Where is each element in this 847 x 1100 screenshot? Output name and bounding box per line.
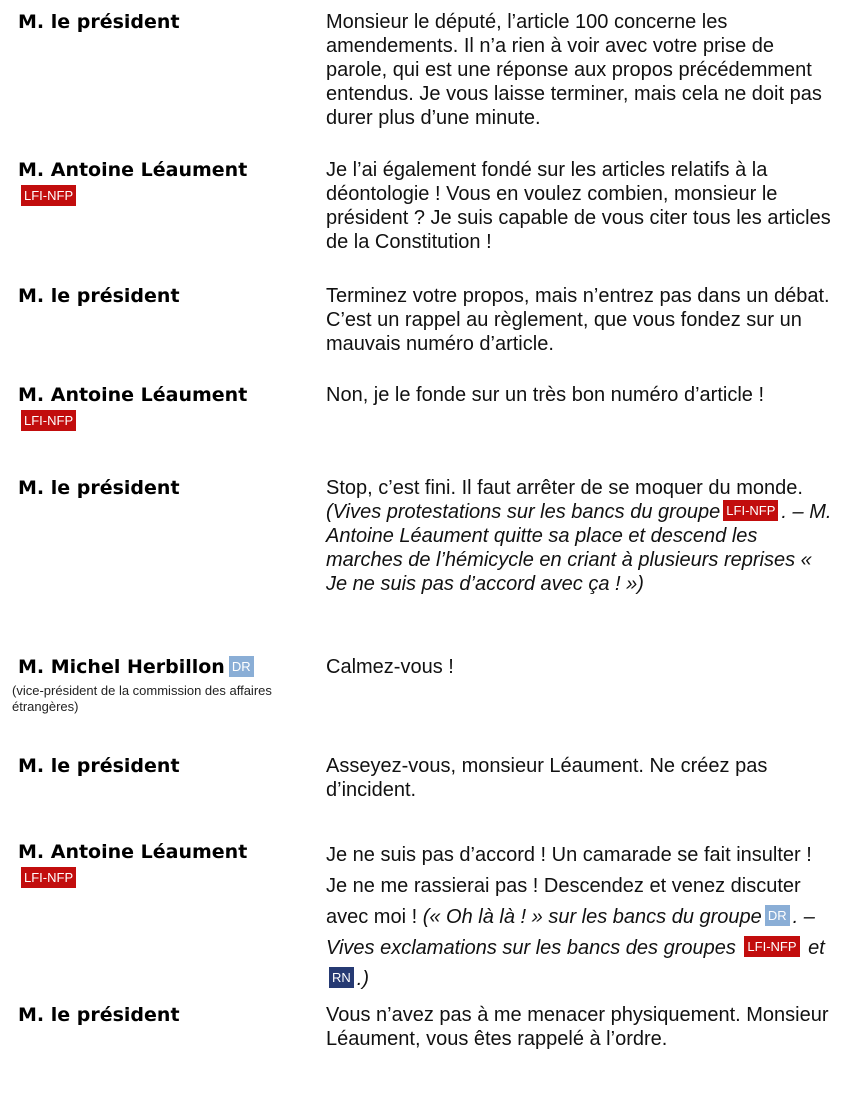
speaker — [18, 10, 308, 34]
speech-text: Je l’ai également fondé sur les articles relatifs à la déontologie ! Vous en voulez combien, monsieur le président ? Je suis capable de vous citer tous les articles de la Constitution ! — [326, 159, 831, 253]
speaker-name[interactable]: M. Antoine Léaument — [18, 159, 248, 181]
speech-text — [326, 476, 836, 596]
stage-direction: (Vives protestations sur les bancs du groupe — [326, 501, 721, 523]
speech-sentence: Stop, c’est fini. Il faut arrêter de se moquer du monde. — [326, 477, 803, 499]
speaker — [18, 383, 308, 431]
speech-text — [326, 840, 836, 995]
speaker-name[interactable]: M. le président — [18, 285, 180, 307]
speaker-name[interactable]: M. le président — [18, 11, 180, 33]
speaker — [18, 476, 308, 500]
party-badge-rn[interactable]: RN — [329, 967, 354, 988]
speaker — [18, 840, 308, 888]
stage-direction: (« Oh là là ! » sur les bancs du groupe — [422, 906, 762, 928]
stage-direction: et — [808, 937, 825, 959]
speaker — [18, 284, 308, 308]
speech-sentence: Je ne suis pas d’accord ! Un camarade se fait insulter ! Je ne me rassierai pas ! Descendez et venez discuter avec moi ! — [326, 844, 812, 928]
speaker — [18, 1003, 308, 1027]
party-badge-lfi-nfp[interactable]: LFI-NFP — [723, 500, 778, 521]
speaker-name[interactable]: M. le président — [18, 755, 180, 777]
speaker-role: (vice-président de la commission des affaires étrangères) — [12, 683, 272, 715]
speech-text: Asseyez-vous, monsieur Léaument. Ne créez pas d’incident. — [326, 755, 768, 801]
party-badge-lfi-nfp[interactable]: LFI-NFP — [21, 185, 76, 206]
speaker-name[interactable]: M. Michel Herbillon — [18, 656, 225, 678]
stage-direction: . – Vives exclamations sur les bancs des groupes — [326, 906, 815, 959]
speaker-name[interactable]: M. le président — [18, 1004, 180, 1026]
party-badge-dr[interactable]: DR — [229, 656, 254, 677]
party-badge-dr[interactable]: DR — [765, 905, 790, 926]
speaker — [18, 158, 308, 206]
speaker — [18, 754, 308, 778]
party-badge-lfi-nfp[interactable]: LFI-NFP — [21, 867, 76, 888]
speaker-name[interactable]: M. le président — [18, 477, 180, 499]
party-badge-lfi-nfp[interactable]: LFI-NFP — [744, 936, 799, 957]
party-badge-lfi-nfp[interactable]: LFI-NFP — [21, 410, 76, 431]
speaker — [12, 655, 308, 715]
speech-text: Terminez votre propos, mais n’entrez pas dans un débat. C’est un rappel au règlement, que vous fondez sur un mauvais numéro d’article. — [326, 285, 830, 355]
stage-direction: . – M. Antoine Léaument quitte sa place et descend les marches de l’hémicycle en criant à plusieurs reprises « Je ne suis pas d’accord avec ça ! ») — [326, 501, 832, 595]
speech-text: Non, je le fonde sur un très bon numéro d’article ! — [326, 384, 765, 406]
stage-direction: .) — [356, 968, 369, 990]
speech-text: Calmez-vous ! — [326, 656, 454, 678]
speech-text: Monsieur le député, l’article 100 concerne les amendements. Il n’a rien à voir avec votre prise de parole, qui est une réponse aux propos précédemment entendus. Je vous laisse terminer, mais cela ne doit pas durer plus d’une minute. — [326, 11, 822, 129]
speaker-name[interactable]: M. Antoine Léaument — [18, 841, 248, 863]
speech-text: Vous n’avez pas à me menacer physiquement. Monsieur Léaument, vous êtes rappelé à l’ordre. — [326, 1004, 829, 1050]
speaker-name[interactable]: M. Antoine Léaument — [18, 384, 248, 406]
